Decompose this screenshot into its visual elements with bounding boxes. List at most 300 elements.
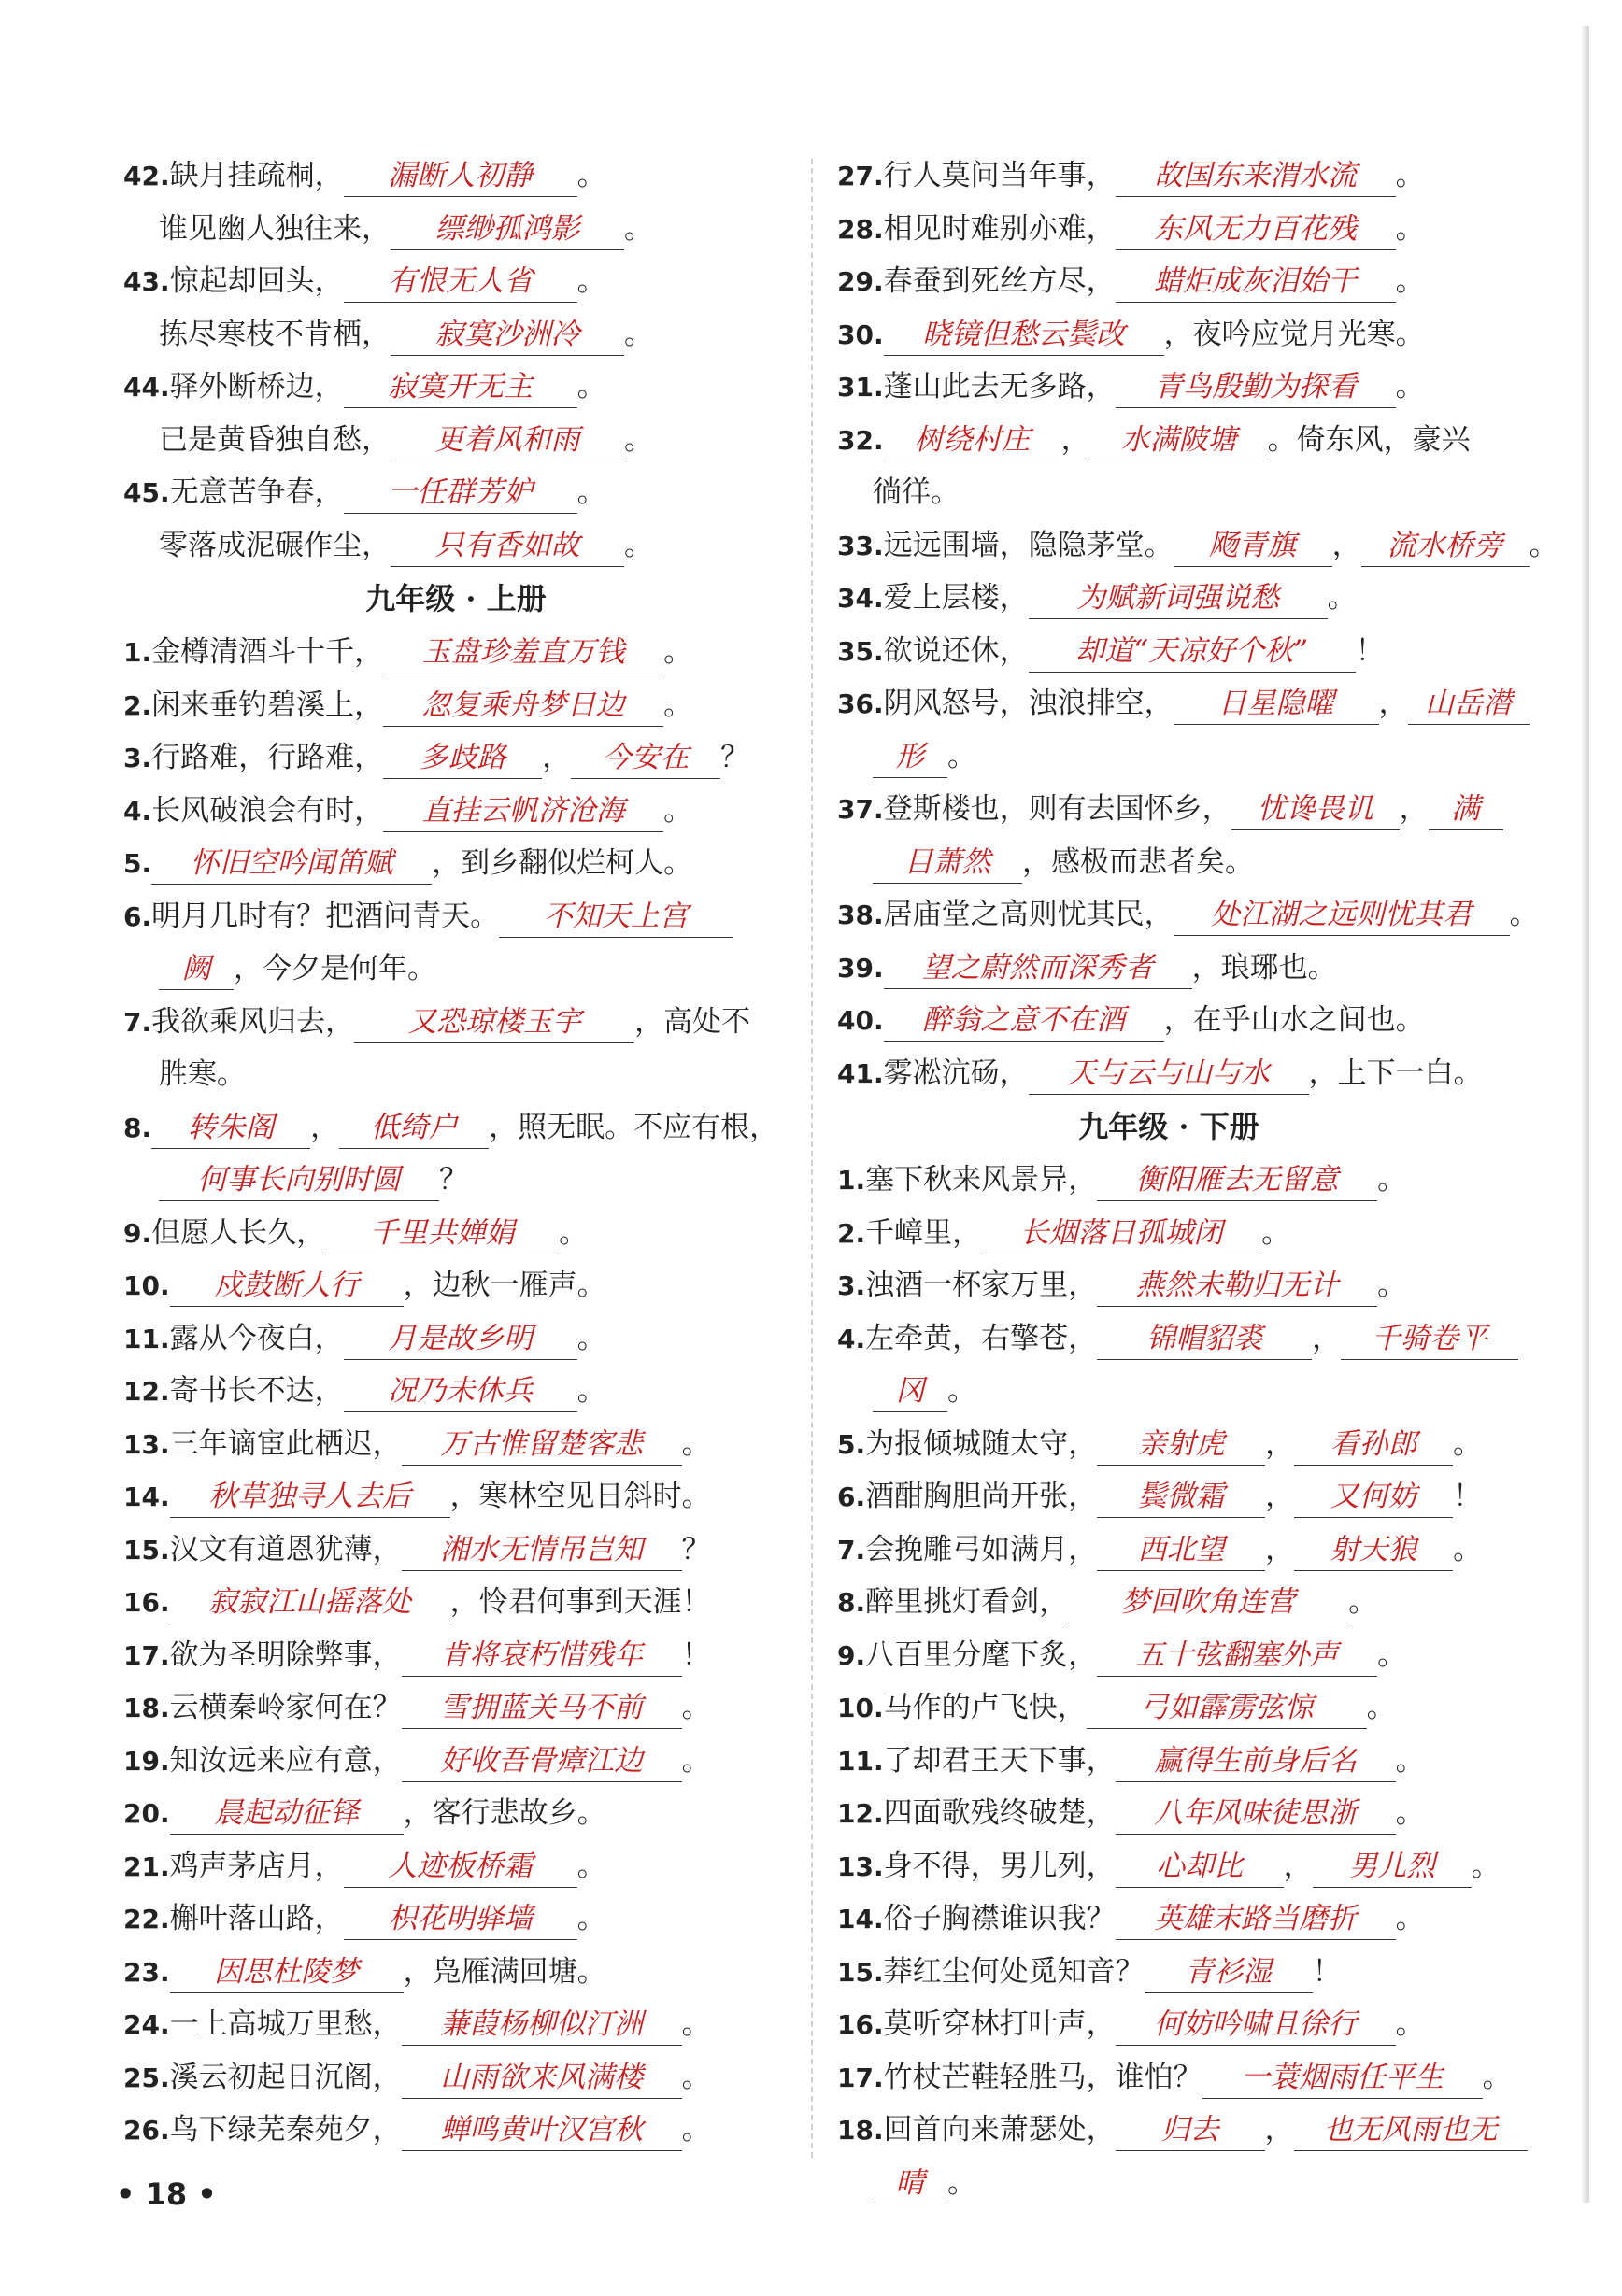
question-number: 32. xyxy=(837,424,884,456)
question-number: 14. xyxy=(123,1481,170,1512)
question-number: 9. xyxy=(123,1217,152,1249)
question-continuation xyxy=(123,1154,789,1207)
prompt-text: 无意苦争春， xyxy=(169,475,344,509)
prompt-text: 。 xyxy=(681,1426,711,1461)
prompt-text: 八百里分麾下炙， xyxy=(865,1637,1098,1672)
question-number: 17. xyxy=(123,1639,170,1671)
right-column xyxy=(837,149,1558,2209)
question-line xyxy=(123,731,789,785)
answer-blank: 山岳潜 xyxy=(1408,683,1530,725)
question-line xyxy=(837,1312,1501,1366)
question-line xyxy=(837,677,1513,730)
prompt-text: ？ xyxy=(681,1532,711,1566)
question-number: 45. xyxy=(123,477,170,508)
answer-blank: 湘水无情吊岂知 xyxy=(402,1529,682,1571)
answer-blank: 处江湖之远则忧其君 xyxy=(1174,894,1510,936)
prompt-text: 。倚东风，豪兴 xyxy=(1267,422,1471,457)
question-continuation xyxy=(837,466,1501,519)
prompt-text: 但愿人长久， xyxy=(151,1215,326,1250)
question-line xyxy=(837,1735,1501,1788)
prompt-text: 徜徉。 xyxy=(873,475,960,509)
prompt-text: 。 xyxy=(1395,159,1425,192)
question-number: 41. xyxy=(837,1057,884,1089)
question-number: 5. xyxy=(123,848,152,879)
prompt-text: 槲叶落山路， xyxy=(169,1902,344,1935)
prompt-text: 。 xyxy=(1395,264,1425,298)
question-line xyxy=(123,996,789,1049)
prompt-text: 闲来垂钓碧溪上， xyxy=(151,687,384,722)
answer-blank: 雪拥蓝关马不前 xyxy=(402,1687,682,1729)
question-continuation xyxy=(837,730,1501,784)
question-number: 13. xyxy=(123,1428,170,1460)
question-number: 18. xyxy=(837,2115,884,2146)
question-line xyxy=(837,2104,1501,2157)
question-line xyxy=(837,1470,1501,1524)
question-number: 42. xyxy=(123,161,170,191)
question-number: 1. xyxy=(837,1165,866,1196)
question-number: 19. xyxy=(123,1745,170,1777)
answer-blank: 衡阳雁去无留意 xyxy=(1097,1159,1377,1201)
question-number: 1. xyxy=(123,637,152,668)
question-line xyxy=(123,255,789,308)
prompt-text: ，寒林空见日斜时。 xyxy=(449,1480,711,1513)
answer-blank: 月是故乡明 xyxy=(344,1318,577,1360)
question-line xyxy=(123,1681,789,1735)
question-line xyxy=(837,1998,1501,2051)
prompt-text: ， xyxy=(1265,1480,1295,1513)
answer-blank: 千骑卷平 xyxy=(1341,1318,1518,1360)
prompt-text: ，今夕是何年。 xyxy=(234,952,436,985)
prompt-text: 。 xyxy=(1395,370,1425,404)
question-line xyxy=(837,1840,1501,1893)
prompt-text: ！ xyxy=(1453,1480,1483,1513)
prompt-text: 。 xyxy=(1395,211,1425,246)
prompt-text: 竹杖芒鞋轻胜马，谁怕？ xyxy=(883,2060,1202,2094)
question-line xyxy=(837,1047,1501,1100)
question-line xyxy=(837,308,1501,361)
prompt-text: 。 xyxy=(947,739,976,773)
answer-blank: 青鸟殷勤为探看 xyxy=(1116,366,1396,408)
prompt-text: 。 xyxy=(947,1374,976,1408)
prompt-text: 。 xyxy=(624,422,653,457)
prompt-text: ！ xyxy=(1312,1954,1342,1989)
answer-blank: 人迹板桥霜 xyxy=(344,1846,577,1888)
prompt-text: 露从今夜白， xyxy=(169,1321,344,1355)
answer-blank: 梦回吹角连营 xyxy=(1068,1581,1348,1623)
answer-blank: 何事长向别时圆 xyxy=(159,1159,439,1201)
question-line xyxy=(837,1418,1501,1471)
answer-blank: 天与云与山与水 xyxy=(1029,1053,1309,1095)
question-number: 43. xyxy=(123,266,170,297)
answer-blank: 心却比 xyxy=(1116,1846,1284,1888)
prompt-text: 。 xyxy=(1261,1215,1291,1250)
prompt-text: ，上下一白。 xyxy=(1308,1056,1483,1090)
question-line xyxy=(123,1312,789,1366)
question-line xyxy=(837,361,1501,414)
question-number: 30. xyxy=(837,319,884,350)
prompt-text: ，凫雁满回塘。 xyxy=(403,1954,606,1989)
question-number: 13. xyxy=(837,1850,884,1882)
prompt-text: 雾凇沆砀， xyxy=(883,1056,1029,1090)
prompt-text: 。 xyxy=(624,317,653,351)
prompt-text: 相见时难别亦难， xyxy=(883,211,1116,246)
answer-blank: 怀旧空吟闻笛赋 xyxy=(151,843,432,885)
answer-blank: 今安在 xyxy=(571,737,720,779)
answer-blank: 却道“天凉好个秋” xyxy=(1029,631,1356,673)
prompt-text: ， xyxy=(1331,528,1361,562)
question-number: 14. xyxy=(837,1904,884,1935)
prompt-text: ，在乎山水之间也。 xyxy=(1163,1003,1425,1037)
prompt-text: 四面歌残终破楚， xyxy=(883,1796,1116,1830)
prompt-text: ， xyxy=(1265,1426,1295,1461)
question-number: 31. xyxy=(837,372,884,403)
prompt-text: 。 xyxy=(1395,2007,1425,2041)
answer-blank: 水满陂塘 xyxy=(1090,419,1268,461)
question-number: 28. xyxy=(837,213,884,245)
section-heading: 九年级 · 下册 xyxy=(1078,1109,1259,1144)
answer-blank: 树绕村庄 xyxy=(884,419,1061,461)
prompt-text: 居庙堂之高则忧其民， xyxy=(883,898,1174,931)
answer-blank: 望之蔚然而深秀者 xyxy=(884,947,1192,989)
question-number: 9. xyxy=(837,1639,866,1671)
answer-blank: 直挂云帆济沧海 xyxy=(383,790,663,832)
prompt-text: 。 xyxy=(576,370,606,404)
question-line xyxy=(123,1840,789,1893)
prompt-text: 寄书长不达， xyxy=(169,1374,344,1408)
prompt-text: 。 xyxy=(1377,1163,1407,1197)
answer-blank: 忧谗畏讥 xyxy=(1231,788,1400,830)
prompt-text: 。 xyxy=(681,2113,711,2147)
answer-blank: 况乃未休兵 xyxy=(344,1370,577,1412)
question-line xyxy=(837,1946,1501,1999)
prompt-text: 。 xyxy=(663,687,693,722)
question-number: 15. xyxy=(123,1534,170,1566)
question-number: 2. xyxy=(837,1217,866,1249)
prompt-text: 。 xyxy=(681,2060,711,2094)
question-number: 3. xyxy=(837,1270,866,1301)
prompt-text: ， xyxy=(1283,1849,1313,1883)
question-number: 10. xyxy=(123,1270,170,1301)
question-number: 35. xyxy=(837,635,884,667)
prompt-text: 蓬山此去无多路， xyxy=(883,370,1116,404)
prompt-text: 。 xyxy=(576,475,606,509)
prompt-text: 千嶂里， xyxy=(865,1215,982,1250)
answer-blank: 晴 xyxy=(873,2162,947,2204)
question-line xyxy=(837,1207,1501,1260)
question-line xyxy=(123,1470,789,1524)
question-number: 6. xyxy=(123,900,152,932)
prompt-text: ， xyxy=(1060,422,1090,457)
prompt-text: 一上高城万里愁， xyxy=(169,2007,402,2041)
question-line xyxy=(837,2051,1512,2105)
question-continuation xyxy=(837,836,1501,889)
question-number: 20. xyxy=(123,1798,170,1829)
question-line xyxy=(123,1735,789,1788)
prompt-text: ， xyxy=(542,741,572,774)
question-number: 12. xyxy=(123,1376,170,1407)
prompt-text: 远远围墙，隐隐茅堂。 xyxy=(883,528,1174,562)
prompt-text: 。 xyxy=(559,1215,589,1250)
prompt-text: 。 xyxy=(1327,581,1357,615)
prompt-text: 汉文有道恩犹薄， xyxy=(169,1532,402,1566)
question-line xyxy=(837,625,1501,678)
prompt-text: 。 xyxy=(576,159,606,192)
answer-blank: 青衫湿 xyxy=(1145,1951,1313,1993)
prompt-text: ， xyxy=(1264,2113,1294,2147)
prompt-text: ，到乡翻似烂柯人。 xyxy=(432,846,693,880)
question-number: 39. xyxy=(837,952,884,984)
question-line xyxy=(123,1892,789,1946)
answer-blank: 寂寂江山摇落处 xyxy=(170,1581,450,1623)
prompt-text: 明月几时有？把酒问青天。 xyxy=(151,899,500,933)
answer-blank: 忽复乘舟梦日边 xyxy=(383,685,663,727)
prompt-text: 。 xyxy=(1482,2060,1512,2094)
question-line xyxy=(123,1946,789,1999)
answer-blank: 冈 xyxy=(873,1370,947,1412)
question-line xyxy=(837,1154,1501,1207)
answer-blank: 流水桥旁 xyxy=(1361,525,1530,567)
question-line xyxy=(123,1629,789,1682)
question-line xyxy=(123,1524,789,1577)
question-line xyxy=(123,890,789,943)
prompt-text: 左牵黄，右擎苍， xyxy=(865,1321,1098,1355)
prompt-text: 知汝远来应有意， xyxy=(169,1743,402,1778)
prompt-text: 我欲乘风归去， xyxy=(151,1004,355,1039)
answer-blank: 归去 xyxy=(1116,2109,1265,2151)
prompt-text: 塞下秋来风景异， xyxy=(865,1163,1098,1197)
answer-blank: 缥缈孤鸿影 xyxy=(391,208,624,250)
prompt-text: 欲为圣明除弊事， xyxy=(169,1637,402,1672)
question-number: 16. xyxy=(123,1587,170,1618)
prompt-text: 。 xyxy=(947,2165,976,2200)
prompt-text: 已是黄昏独自愁， xyxy=(159,422,391,457)
answer-blank: 锦帽貂裘 xyxy=(1097,1318,1312,1360)
prompt-text: 。 xyxy=(1395,1796,1425,1830)
question-number: 24. xyxy=(123,2009,170,2040)
question-number: 15. xyxy=(837,1956,884,1988)
question-number: 6. xyxy=(837,1481,866,1512)
answer-blank: 有恨无人省 xyxy=(344,261,577,303)
prompt-text: 行人莫问当年事， xyxy=(883,159,1116,192)
answer-blank: 鬓微霜 xyxy=(1097,1476,1265,1518)
prompt-text: 为报倾城随太守， xyxy=(865,1426,1098,1461)
answer-blank: 肯将衰朽惜残年 xyxy=(402,1635,682,1677)
prompt-text: 缺月挂疏桐， xyxy=(169,159,344,192)
prompt-text: 会挽雕弓如满月， xyxy=(865,1532,1098,1566)
question-number: 38. xyxy=(837,900,884,930)
left-column xyxy=(123,149,789,2157)
answer-blank: 只有香如故 xyxy=(391,525,624,567)
prompt-text: 。 xyxy=(681,1743,711,1778)
prompt-text: 。 xyxy=(576,1321,606,1355)
question-number: 34. xyxy=(837,583,884,614)
question-line xyxy=(123,361,789,414)
answer-blank: 何妨吟啸且徐行 xyxy=(1116,2004,1396,2046)
question-line xyxy=(837,1524,1501,1577)
answer-blank: 秋草独寻人去后 xyxy=(170,1476,450,1518)
question-number: 7. xyxy=(837,1534,866,1566)
prompt-text: ， xyxy=(1265,1532,1295,1566)
question-number: 8. xyxy=(837,1587,866,1618)
question-number: 11. xyxy=(837,1745,884,1777)
question-number: 33. xyxy=(837,530,884,561)
answer-blank: 飏青旗 xyxy=(1174,525,1332,567)
question-line xyxy=(837,783,1501,836)
prompt-text: 。 xyxy=(624,528,653,562)
prompt-text: ，高处不 xyxy=(634,1004,751,1039)
prompt-text: 零落成泥碾作尘， xyxy=(159,528,391,562)
prompt-text: 。 xyxy=(1453,1426,1483,1461)
prompt-text: ，客行悲故乡。 xyxy=(403,1796,606,1830)
question-line xyxy=(837,519,1558,573)
question-number: 21. xyxy=(123,1850,170,1882)
answer-blank: 弓如霹雳弦惊 xyxy=(1087,1687,1367,1729)
question-number: 8. xyxy=(123,1112,152,1143)
answer-blank: 低绮户 xyxy=(339,1107,489,1149)
answer-blank: 蝉鸣黄叶汉宫秋 xyxy=(402,2109,682,2151)
answer-blank: 蒹葭杨柳似汀洲 xyxy=(402,2004,682,2046)
question-number: 17. xyxy=(837,2062,884,2093)
answer-blank: 燕然未勒归无计 xyxy=(1097,1265,1377,1307)
answer-blank: 转朱阁 xyxy=(151,1107,310,1149)
answer-blank: 更着风和雨 xyxy=(391,419,624,461)
answer-blank: 晓镜但愁云鬓改 xyxy=(884,314,1164,356)
question-line xyxy=(837,888,1539,942)
answer-blank: 玉盘珍羞直万钱 xyxy=(383,631,663,673)
prompt-text: 马作的卢飞快， xyxy=(883,1691,1087,1724)
question-line xyxy=(123,679,789,732)
question-line xyxy=(837,1681,1501,1735)
question-line xyxy=(837,203,1501,256)
question-number: 11. xyxy=(123,1323,170,1354)
prompt-text: 。 xyxy=(1377,1268,1407,1302)
question-continuation xyxy=(123,203,789,256)
prompt-text: 。 xyxy=(1471,1849,1501,1883)
prompt-text: 。 xyxy=(1509,898,1539,931)
prompt-text: 。 xyxy=(681,2007,711,2041)
prompt-text: 。 xyxy=(681,1691,711,1724)
prompt-text: 春蚕到死丝方尽， xyxy=(883,264,1116,298)
answer-blank: 长烟落日孤城闭 xyxy=(981,1212,1261,1254)
prompt-text: ！ xyxy=(1355,633,1385,668)
question-continuation xyxy=(123,1048,789,1101)
question-line xyxy=(837,1576,1501,1629)
prompt-text: 行路难，行路难， xyxy=(151,741,384,774)
question-line xyxy=(123,785,789,838)
prompt-text: 莫听穿林打叶声， xyxy=(883,2007,1116,2041)
question-number: 23. xyxy=(123,1956,170,1988)
prompt-text: 。 xyxy=(1366,1691,1396,1724)
prompt-text: 。 xyxy=(576,1849,606,1883)
prompt-text: 。 xyxy=(1348,1585,1378,1619)
question-line xyxy=(123,1101,789,1155)
question-line xyxy=(123,149,789,203)
prompt-text: ， xyxy=(1378,687,1408,720)
answer-blank: 西北望 xyxy=(1097,1529,1265,1571)
answer-blank: 因思杜陵梦 xyxy=(170,1951,404,1993)
answer-blank: 万古惟留楚客悲 xyxy=(402,1424,682,1466)
question-line xyxy=(837,414,1501,467)
question-number: 18. xyxy=(123,1693,170,1723)
question-line xyxy=(123,2051,789,2105)
prompt-text: 。 xyxy=(1395,1743,1425,1778)
question-line xyxy=(837,1892,1501,1946)
question-number: 7. xyxy=(123,1006,152,1038)
prompt-text: ，边秋一雁声。 xyxy=(403,1268,606,1302)
page-edge-shadow xyxy=(1582,26,1589,2203)
question-number: 22. xyxy=(123,1904,170,1935)
prompt-text: 鸟下绿芜秦苑夕， xyxy=(169,2113,402,2147)
answer-blank: 五十弦翻塞外声 xyxy=(1097,1635,1377,1677)
prompt-text: 长风破浪会有时， xyxy=(151,793,384,828)
question-continuation xyxy=(837,2157,1501,2210)
answer-blank: 寂寞开无主 xyxy=(344,366,577,408)
question-number: 3. xyxy=(123,743,152,773)
question-line xyxy=(123,1998,789,2051)
question-line xyxy=(837,994,1501,1047)
question-continuation xyxy=(123,308,789,361)
question-line xyxy=(123,1365,789,1418)
prompt-text: 阴风怒号，浊浪排空， xyxy=(883,687,1174,720)
question-number: 26. xyxy=(123,2115,170,2146)
answer-blank: 满 xyxy=(1429,788,1503,830)
answer-blank: 亲射虎 xyxy=(1097,1424,1265,1466)
question-number: 10. xyxy=(837,1693,884,1723)
prompt-text: 浊酒一杯家万里， xyxy=(865,1268,1098,1302)
prompt-text: 谁见幽人独往来， xyxy=(159,211,391,246)
question-number: 27. xyxy=(837,161,884,191)
question-number: 29. xyxy=(837,266,884,297)
prompt-text: ，感极而悲者矣。 xyxy=(1022,844,1254,879)
prompt-text: 回首向来萧瑟处， xyxy=(883,2113,1116,2147)
question-line xyxy=(123,1787,789,1840)
answer-blank: 目萧然 xyxy=(873,842,1022,884)
prompt-text: 金樽清酒斗十千， xyxy=(151,635,384,669)
answer-blank: 不知天上宫 xyxy=(499,896,733,938)
question-number: 36. xyxy=(837,688,884,719)
prompt-text: 胜寒。 xyxy=(159,1057,246,1091)
question-number: 25. xyxy=(123,2062,170,2093)
prompt-text: ， xyxy=(1312,1321,1342,1355)
prompt-text: 驿外断桥边， xyxy=(169,370,344,404)
answer-blank: 又恐琼楼玉宇 xyxy=(354,1001,634,1043)
question-line xyxy=(837,1259,1501,1312)
prompt-text: ？ xyxy=(720,741,750,774)
answer-blank: 晨起动征铎 xyxy=(170,1793,404,1835)
section-heading: 九年级 · 上册 xyxy=(365,581,547,617)
question-number: 44. xyxy=(123,372,170,403)
answer-blank: 山雨欲来风满楼 xyxy=(402,2057,682,2099)
prompt-text: 。 xyxy=(663,793,693,828)
question-line xyxy=(123,1259,789,1312)
prompt-text: 俗子胸襟谁识我？ xyxy=(883,1902,1116,1935)
question-continuation xyxy=(123,942,789,996)
prompt-text: ， xyxy=(310,1110,340,1144)
question-line xyxy=(837,942,1501,995)
question-line xyxy=(123,1418,789,1471)
answer-blank: 一蓑烟雨任平生 xyxy=(1202,2057,1483,2099)
answer-blank: 为赋新词强说愁 xyxy=(1029,577,1328,619)
question-number: 4. xyxy=(123,795,152,827)
question-line xyxy=(123,626,789,679)
prompt-text: ！ xyxy=(681,1637,711,1672)
answer-blank: 东风无力百花残 xyxy=(1116,208,1396,250)
answer-blank: 蜡炬成灰泪始干 xyxy=(1116,261,1396,303)
question-continuation xyxy=(123,519,789,573)
prompt-text: ，怜君何事到天涯！ xyxy=(449,1585,711,1619)
prompt-text: ？ xyxy=(439,1163,468,1197)
prompt-text: 。 xyxy=(624,211,653,246)
